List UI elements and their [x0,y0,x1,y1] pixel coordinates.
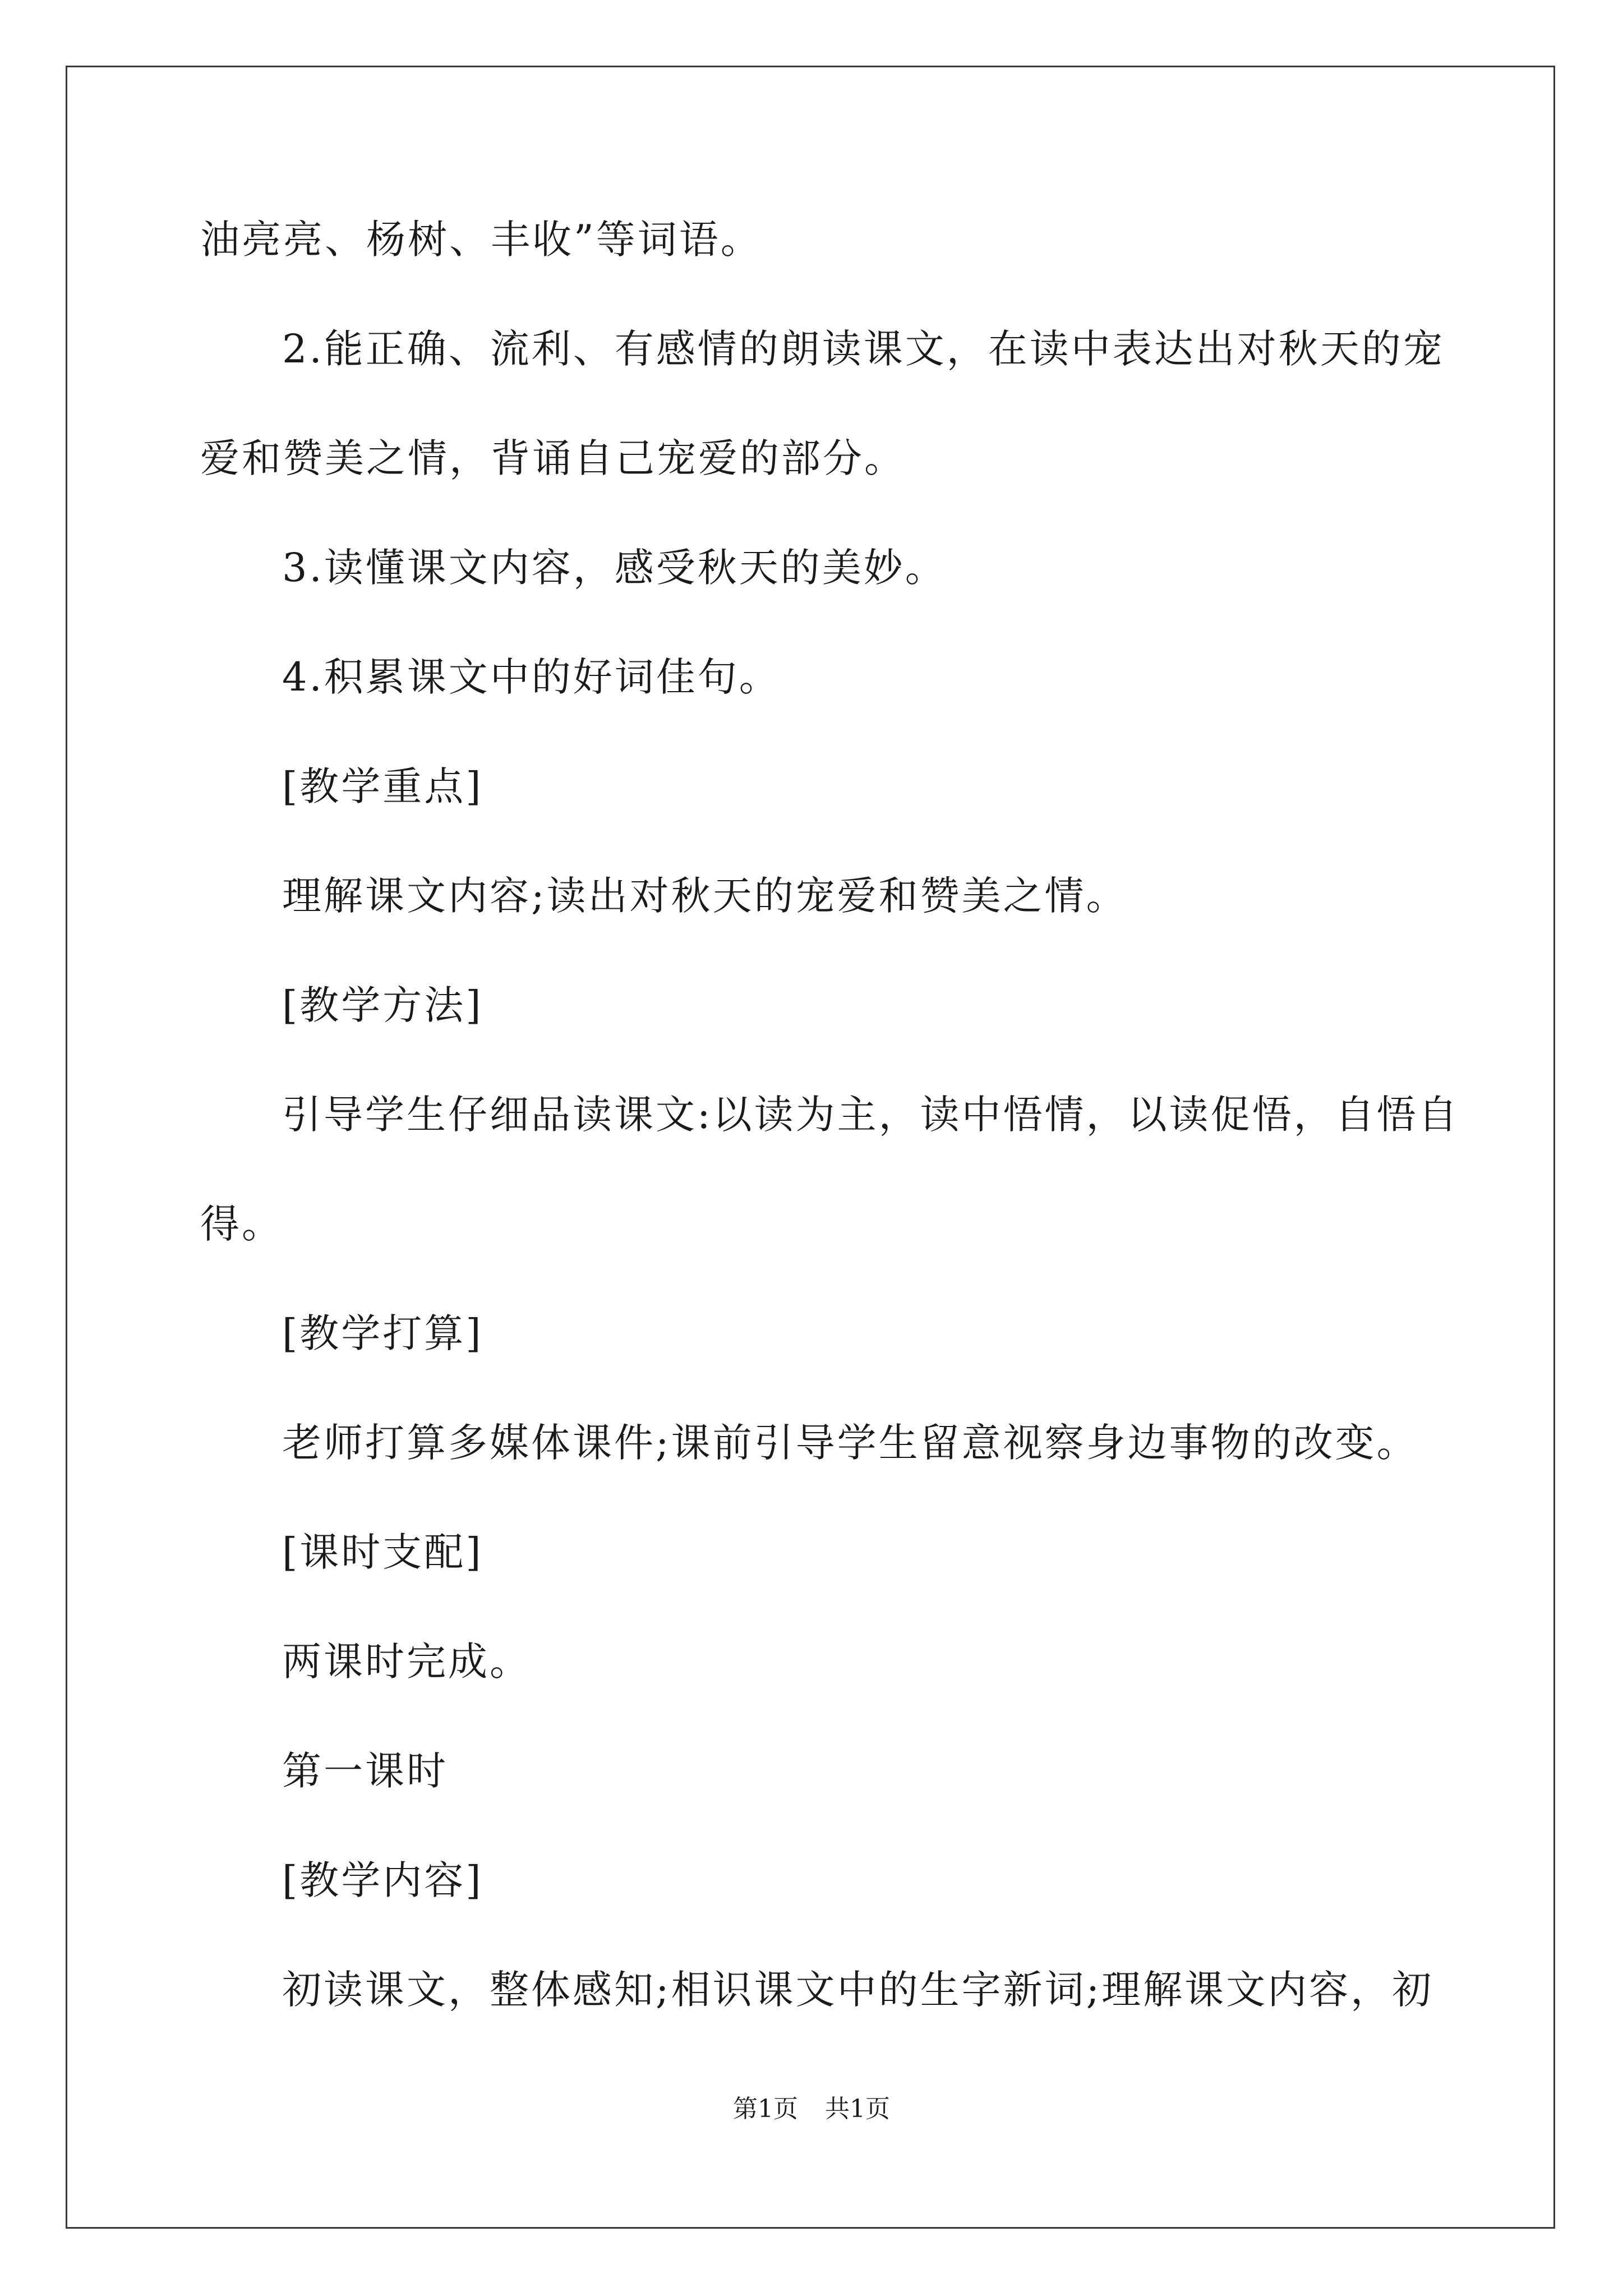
text-line: 理解课文内容;读出对秋天的宠爱和赞美之情。 [282,873,1128,919]
page-total: 共1页 [825,2095,890,2123]
text-line: 初读课文，整体感知;相识课文中的生字新词;理解课文内容，初 [282,1967,1434,2013]
text-line: 3.读懂课文内容，感受秋天的美妙。 [282,545,947,591]
page-footer [0,2092,1623,2126]
section-heading: [教学打算] [282,1310,483,1356]
text-line: 爱和赞美之情，背诵自己宠爱的部分。 [200,435,906,481]
text-line: 得。 [200,1201,283,1247]
section-heading: [课时支配] [282,1529,483,1575]
text-line: 4.积累课文中的好词佳句。 [282,654,781,700]
section-heading: [教学内容] [282,1857,483,1903]
text-line: 老师打算多媒体课件;课前引导学生留意视察身边事物的改变。 [282,1420,1418,1466]
text-line: 两课时完成。 [282,1639,531,1685]
text-line: 油亮亮、杨树、丰收”等词语。 [200,217,762,263]
page-number: 第1页 [733,2095,798,2123]
text-line: 2.能正确、流利、有感情的朗读课文，在读中表达出对秋天的宠 [282,326,1445,372]
section-heading: [教学方法] [282,982,483,1028]
lesson-title: 第一课时 [282,1748,448,1794]
section-heading: [教学重点] [282,763,483,809]
text-line: 引导学生仔细品读课文:以读为主，读中悟情，以读促悟，自悟自 [282,1092,1460,1138]
